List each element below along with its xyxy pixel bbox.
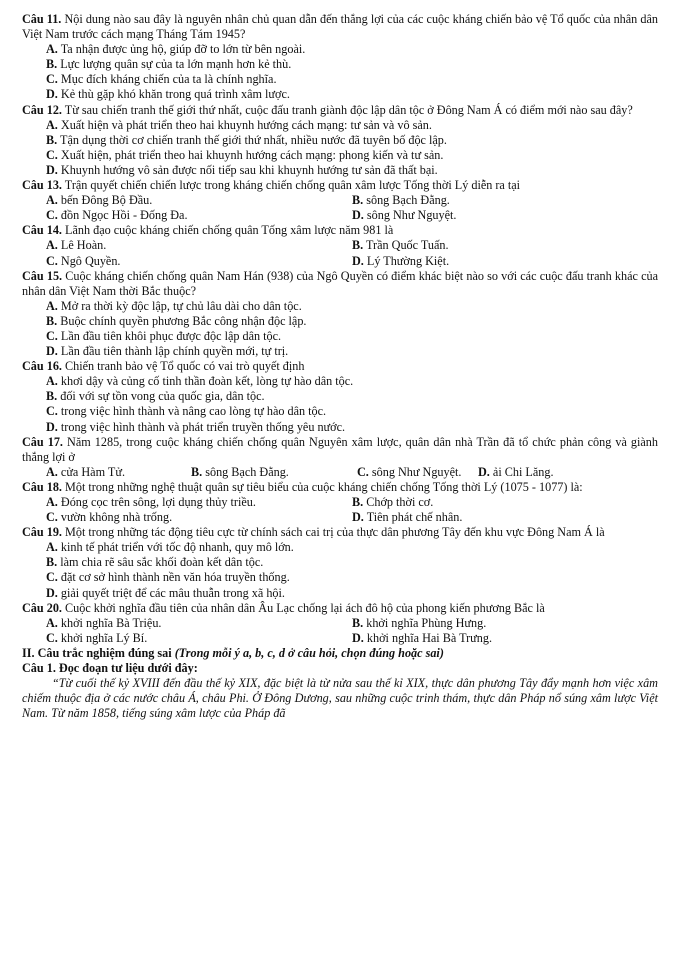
question-17-option-d[interactable]: D. ải Chi Lăng. bbox=[478, 464, 554, 479]
question-17-text: Năm 1285, trong cuộc kháng chiến chống quân Nguyên xâm lược, quân dân nhà Trần đã tổ chức phản công và giành thắng lợi ở bbox=[22, 434, 658, 464]
question-16-label: Câu 16. bbox=[22, 359, 62, 374]
question-14-option-c[interactable]: C. Ngô Quyền. bbox=[46, 253, 121, 268]
question-18-option-b[interactable]: B. Chớp thời cơ. bbox=[352, 495, 434, 509]
question-20-options-row-2 bbox=[22, 631, 658, 646]
question-13-label: Câu 13. bbox=[22, 178, 62, 193]
question-18-stem bbox=[22, 480, 658, 495]
question-13-option-b[interactable]: B. sông Bạch Đằng. bbox=[352, 193, 450, 208]
question-19-option-c[interactable]: C. đặt cơ sở hình thành nền văn hóa truyền thống. bbox=[46, 570, 290, 585]
question-19-option-b[interactable]: B. làm chia rẽ sâu sắc khối đoàn kết dân tộc. bbox=[46, 555, 264, 570]
question-15-option-c[interactable]: C. Lần đầu tiên khôi phục được độc lập dân tộc. bbox=[46, 328, 282, 343]
question-12-option-d[interactable]: D. Khuynh hướng vô sản được nối tiếp sau khi khuynh hướng tư sản đã thất bại. bbox=[46, 162, 438, 177]
section-2-source-quote: “Từ cuối thế kỷ XVIII đến đầu thế kỷ XIX, đặc biệt là từ nửa sau thế kỉ XIX, thực dân phương Tây đẩy mạnh hơn việc xâm chiếm thuộc địa ở các nước châu Á, châu Phi. Ở Đông Dương, sau những cuộc trinh thám, thực dân Pháp nổ súng xâm lược Việt Nam. Từ năm 1858, tiếng súng xâm lược của Pháp đã bbox=[22, 676, 658, 721]
question-19-stem bbox=[22, 525, 658, 540]
question-17-option-c[interactable]: C. sông Như Nguyệt. bbox=[357, 464, 462, 479]
question-17-option-a[interactable]: A. cửa Hàm Tử. bbox=[46, 464, 125, 479]
section-2-title: II. Câu trắc nghiệm đúng sai bbox=[22, 645, 172, 660]
question-18-option-c[interactable]: C. vườn không nhà trống. bbox=[46, 510, 173, 525]
section-2-heading bbox=[22, 646, 658, 661]
question-20-option-a[interactable]: A. khởi nghĩa Bà Triệu. bbox=[46, 615, 162, 630]
question-15-option-b[interactable]: B. Buộc chính quyền phương Bắc công nhận độc lập. bbox=[46, 313, 307, 328]
question-11-option-b[interactable]: B. Lực lượng quân sự của ta lớn mạnh hơn kẻ thù. bbox=[46, 57, 292, 72]
question-16-option-a[interactable]: A. khơi dậy và củng cố tinh thần đoàn kết, lòng tự hào dân tộc. bbox=[46, 374, 354, 389]
question-11-label: Câu 11. bbox=[22, 12, 62, 26]
question-14-stem bbox=[22, 223, 658, 238]
question-12-option-c[interactable]: C. Xuất hiện, phát triển theo hai khuynh hướng cách mạng: phong kiến và tư sản. bbox=[46, 147, 444, 162]
question-13-option-c[interactable]: C. đồn Ngọc Hồi - Đống Đa. bbox=[46, 208, 188, 223]
question-11-option-c[interactable]: C. Mục đích kháng chiến của ta là chính nghĩa. bbox=[46, 72, 277, 87]
question-12-option-a[interactable]: A. Xuất hiện và phát triển theo hai khuynh hướng cách mạng: tư sản và vô sản. bbox=[46, 117, 432, 132]
question-20-option-d[interactable]: D. khởi nghĩa Hai Bà Trưng. bbox=[352, 630, 493, 645]
section-2-instruction: (Trong mỗi ý a, b, c, d ở câu hỏi, chọn đúng hoặc sai) bbox=[174, 645, 444, 660]
question-13-options-row-1 bbox=[22, 193, 658, 208]
question-18-options-row-1 bbox=[22, 495, 658, 510]
question-20-text: Cuộc khởi nghĩa đầu tiên của nhân dân Âu Lạc chống lại ách đô hộ của phong kiến phương Bắc là bbox=[65, 600, 545, 615]
question-19-text: Một trong những tác động tiêu cực từ chính sách cai trị của thực dân phương Tây đến khu vực Đông Nam Á là bbox=[65, 525, 605, 540]
question-20-options-row-1 bbox=[22, 616, 658, 631]
question-11-option-d[interactable]: D. Kẻ thù gặp khó khăn trong quá trình xâm lược. bbox=[46, 87, 290, 102]
question-12-stem bbox=[22, 103, 658, 118]
question-20-stem bbox=[22, 601, 658, 616]
question-16-text: Chiến tranh bảo vệ Tổ quốc có vai trò quyết định bbox=[65, 359, 305, 374]
question-13-stem bbox=[22, 178, 658, 193]
question-14-label: Câu 14. bbox=[22, 223, 62, 238]
question-14-option-a[interactable]: A. Lê Hoàn. bbox=[46, 238, 107, 253]
question-13-option-d[interactable]: D. sông Như Nguyệt. bbox=[352, 208, 457, 223]
question-15-option-d[interactable]: D. Lần đầu tiên thành lập chính quyền mới, tự trị. bbox=[46, 344, 289, 359]
question-20-option-b[interactable]: B. khởi nghĩa Phùng Hưng. bbox=[352, 615, 487, 630]
question-13-options-row-2 bbox=[22, 208, 658, 223]
question-20-option-c[interactable]: C. khởi nghĩa Lý Bí. bbox=[46, 630, 148, 645]
question-18-options-row-2 bbox=[22, 510, 658, 525]
question-12-label: Câu 12. bbox=[22, 102, 62, 117]
question-12-option-b[interactable]: B. Tận dụng thời cơ chiến tranh thế giới thứ nhất, nhiều nước đã tuyên bố độc lập. bbox=[46, 132, 447, 147]
question-18-option-d[interactable]: D. Tiên phát chế nhân. bbox=[352, 510, 463, 525]
question-15-label: Câu 15. bbox=[22, 268, 63, 283]
question-19-option-a[interactable]: A. kinh tế phát triển với tốc độ nhanh, quy mô lớn. bbox=[46, 540, 294, 555]
question-15-text: Cuộc kháng chiến chống quân Nam Hán (938) của Ngô Quyền có điểm khác biệt nào so với các cuộc đấu tranh khác của nhân dân Việt Nam thời Bắc thuộc? bbox=[22, 268, 658, 298]
question-13-text: Trận quyết chiến chiến lược trong kháng chiến chống quân xâm lược Tống thời Lý diễn ra tại bbox=[64, 178, 521, 193]
question-20-label: Câu 20. bbox=[22, 600, 62, 615]
question-19-option-d[interactable]: D. giải quyết triệt để các mâu thuẫn trong xã hội. bbox=[46, 585, 285, 600]
question-14-option-d[interactable]: D. Lý Thường Kiệt. bbox=[352, 253, 450, 268]
question-18-label: Câu 18. bbox=[22, 479, 62, 494]
question-17-option-b[interactable]: B. sông Bạch Đằng. bbox=[191, 464, 289, 479]
question-16-option-b[interactable]: B. đối với sự tồn vong của quốc gia, dân tộc. bbox=[46, 389, 265, 404]
question-12-text: Từ sau chiến tranh thế giới thứ nhất, cuộc đấu tranh giành độc lập dân tộc ở Đông Nam Á có điểm mới nào sau đây? bbox=[64, 102, 633, 117]
question-16-option-d[interactable]: D. trong việc hình thành và phát triển truyền thống yêu nước. bbox=[46, 419, 346, 434]
question-11-option-a[interactable]: A. Ta nhận được ủng hộ, giúp đỡ to lớn từ bên ngoài. bbox=[46, 42, 306, 57]
question-14-options-row-2 bbox=[22, 254, 658, 269]
question-18-option-a[interactable]: A. Đóng cọc trên sông, lợi dụng thủy triều. bbox=[46, 495, 256, 509]
question-15-option-a[interactable]: A. Mở ra thời kỳ độc lập, tự chủ lâu dài cho dân tộc. bbox=[46, 298, 302, 313]
question-17-label: Câu 17. bbox=[22, 434, 63, 449]
question-17-stem bbox=[22, 435, 658, 465]
section-2-question-1-label: Câu 1. Đọc đoạn tư liệu dưới đây: bbox=[22, 661, 198, 676]
question-14-options-row-1 bbox=[22, 238, 658, 253]
question-14-option-b[interactable]: B. Trần Quốc Tuấn. bbox=[352, 238, 449, 253]
question-19-label: Câu 19. bbox=[22, 525, 62, 540]
question-16-option-c[interactable]: C. trong việc hình thành và nâng cao lòng tự hào dân tộc. bbox=[46, 404, 327, 419]
question-18-text: Một trong những nghệ thuật quân sự tiêu biểu của cuộc kháng chiến chống Tống thời Lý (1075 - 1077) là: bbox=[65, 479, 583, 494]
question-13-option-a[interactable]: A. bến Đông Bộ Đầu. bbox=[46, 193, 153, 208]
question-14-text: Lãnh đạo cuộc kháng chiến chống quân Tống xâm lược năm 981 là bbox=[65, 223, 394, 238]
question-11-text: Nội dung nào sau đây là nguyên nhân chủ quan dẫn đến thắng lợi của các cuộc kháng chiến bảo vệ Tổ quốc của nhân dân Việt Nam trước cách mạng Tháng Tám 1945? bbox=[22, 12, 658, 42]
question-16-stem bbox=[22, 359, 658, 374]
question-17-options-row bbox=[22, 465, 658, 480]
question-11-stem bbox=[22, 12, 658, 42]
question-15-stem bbox=[22, 269, 658, 299]
